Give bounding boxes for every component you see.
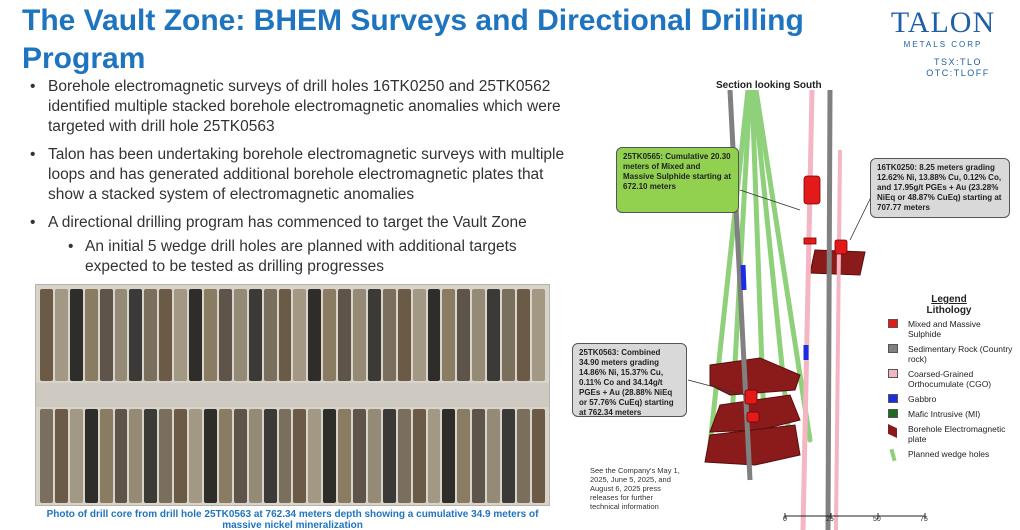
bullet-item: • Talon has been undertaking borehole electromagnetic surveys with multiple loops and has generated additional borehole electromagnetic plates that show a stacked system of electromagnetic anomalies: [30, 145, 570, 205]
core-strip: [353, 409, 366, 503]
core-strip: [413, 289, 426, 381]
bullet-item: • Borehole electromagnetic surveys of drill holes 16TK0250 and 25TK0562 identified multiple stacked borehole electromagnetic anomalies which were targeted with drill hole 25TK0563: [30, 77, 570, 137]
sub-bullet-item: • An initial 5 wedge drill holes are planned with additional targets expected to be tested as drilling progresses: [30, 237, 570, 277]
core-strip: [383, 289, 396, 381]
ticker-otc: OTC:TLOFF: [926, 68, 990, 78]
legend-item: [884, 369, 1014, 389]
intercept-0250: [835, 240, 847, 254]
core-strip: [383, 409, 396, 503]
core-strip: [174, 289, 187, 381]
core-strip: [129, 409, 142, 503]
intercept-0565: [804, 176, 820, 204]
logo-word: TALON: [890, 6, 996, 39]
core-strip: [85, 289, 98, 381]
legend: [884, 294, 1014, 464]
core-strip: [308, 409, 321, 503]
ticker-symbols: [916, 57, 1000, 79]
legend-label: Sedimentary Rock (Country rock): [908, 344, 1013, 364]
ticker-tsx: TSX:TLO: [933, 57, 982, 67]
core-strip: [234, 289, 247, 381]
core-strip: [189, 289, 202, 381]
core-strip: [264, 289, 277, 381]
red-square-icon: [888, 319, 898, 328]
leader-0250: [850, 195, 872, 240]
core-strip: [368, 289, 381, 381]
core-strip: [487, 409, 500, 503]
drill-hole-16TK0250: [828, 90, 830, 530]
core-strip: [85, 409, 98, 503]
core-strip: [457, 289, 470, 381]
core-strip: [234, 409, 247, 503]
core-strip: [279, 289, 292, 381]
core-strip: [428, 289, 441, 381]
core-strip: [279, 409, 292, 503]
gabbro-seg-1: [743, 265, 744, 290]
legend-item: [884, 319, 1014, 339]
core-strip: [249, 289, 262, 381]
core-strip: [517, 409, 530, 503]
core-strip: [219, 409, 232, 503]
technical-note: See the Company's May 1, 2025, June 5, 2025, and August 6, 2025 press releases for further technical information: [590, 466, 680, 511]
legend-item: [884, 344, 1014, 364]
legend-label: Borehole Electromagnetic plate: [908, 424, 1006, 444]
core-strip: [174, 409, 187, 503]
scale-label: 75: [920, 516, 928, 523]
legend-label: Gabbro: [908, 394, 937, 404]
core-strip: [398, 409, 411, 503]
drill-core-photo: [35, 284, 550, 506]
core-strip: [532, 409, 545, 503]
core-strip: [398, 289, 411, 381]
core-strip: [55, 289, 68, 381]
core-strip: [338, 289, 351, 381]
core-strip: [204, 289, 217, 381]
legend-label: Planned wedge holes: [908, 449, 990, 459]
legend-item: [884, 424, 1014, 444]
core-strip: [204, 409, 217, 503]
legend-title: Legend: [931, 294, 967, 305]
legend-label: Mafic Intrusive (MI): [908, 409, 981, 419]
core-strip: [40, 289, 53, 381]
legend-item: [884, 409, 1014, 419]
core-strip: [338, 409, 351, 503]
core-box-top: [40, 289, 545, 381]
core-strip: [219, 289, 232, 381]
legend-item: [884, 449, 1014, 459]
wedge-line-icon: [890, 449, 897, 462]
core-strip: [264, 409, 277, 503]
core-strip: [502, 409, 515, 503]
core-strip: [487, 289, 500, 381]
core-strip: [129, 289, 142, 381]
core-strip: [368, 409, 381, 503]
legend-label: Coarsed-Grained Orthocumulate (CGO): [908, 369, 992, 389]
bullet-item: • A directional drilling program has commenced to target the Vault Zone: [30, 213, 570, 233]
legend-label: Mixed and Massive Sulphide: [908, 319, 981, 339]
core-strip: [159, 409, 172, 503]
core-strip: [442, 409, 455, 503]
intercept-0565-b: [804, 238, 816, 244]
core-strip: [100, 289, 113, 381]
core-strip: [70, 289, 83, 381]
core-strip: [428, 409, 441, 503]
core-strip: [293, 409, 306, 503]
legend-item: [884, 394, 1014, 404]
core-strip: [55, 409, 68, 503]
grey-square-icon: [888, 344, 898, 353]
core-strip: [532, 289, 545, 381]
callout-25TK0565: 25TK0565: Cumulative 20.30 meters of Mixed and Massive Sulphide starting at 672.10 meters: [616, 147, 739, 213]
core-strip: [323, 409, 336, 503]
core-strip: [70, 409, 83, 503]
core-strip: [472, 409, 485, 503]
core-strip: [249, 409, 262, 503]
plate-shape-icon: [888, 424, 897, 438]
scale-label: 0: [783, 516, 787, 523]
callout-16TK0250: 16TK0250: 8.25 meters grading 12.62% Ni, 13.88% Cu, 0.12% Co, and 17.95g/t PGEs + Au (23.28% NiEq or 48.87% CuEq) starting at 707.77 meters: [870, 158, 1010, 218]
core-strip: [502, 289, 515, 381]
core-strip: [457, 409, 470, 503]
scale-bar: [775, 512, 935, 530]
photo-caption: Photo of drill core from drill hole 25TK0563 at 762.34 meters depth showing a cumulative 34.9 meters of massive nickel mineralization: [46, 509, 539, 530]
core-strip: [308, 289, 321, 381]
drill-hole-25TK0565: [803, 90, 812, 530]
scale-line: [775, 512, 935, 520]
page-title: The Vault Zone: BHEM Surveys and Directional Drilling Program: [22, 4, 804, 75]
core-box-divider: [36, 383, 549, 407]
core-strip: [115, 409, 128, 503]
core-strip: [293, 289, 306, 381]
core-strip: [144, 289, 157, 381]
intercept-0563-a: [745, 390, 757, 404]
core-strip: [115, 289, 128, 381]
drill-hole-25TK0562: [836, 150, 840, 530]
green-square-icon: [888, 409, 898, 418]
core-strip: [159, 289, 172, 381]
core-strip: [353, 289, 366, 381]
blue-square-icon: [888, 394, 898, 403]
talon-logo: [888, 8, 998, 49]
core-box-bottom: [40, 409, 545, 503]
legend-items: [884, 319, 1014, 459]
core-strip: [100, 409, 113, 503]
pink-square-icon: [888, 369, 898, 378]
core-strip: [189, 409, 202, 503]
logo-subtitle: METALS CORP: [903, 40, 983, 49]
bullet-list: [30, 77, 570, 277]
section-label: Section looking South: [716, 80, 822, 91]
core-strip: [442, 289, 455, 381]
scale-label: 25: [826, 516, 834, 523]
core-strip: [472, 289, 485, 381]
intercept-0563-b: [747, 412, 759, 422]
legend-subtitle: Lithology: [926, 305, 972, 316]
scale-label: 50: [873, 516, 881, 523]
core-strip: [413, 409, 426, 503]
core-strip: [517, 289, 530, 381]
core-strip: [40, 409, 53, 503]
core-strip: [144, 409, 157, 503]
core-strip: [323, 289, 336, 381]
callout-25TK0563: 25TK0563: Combined 34.90 meters grading 14.86% Ni, 15.37% Cu, 0.11% Co and 34.14g/t PGEs + Au (28.88% NiEq or 57.76% CuEq) starting at 762.34 meters: [572, 343, 687, 417]
